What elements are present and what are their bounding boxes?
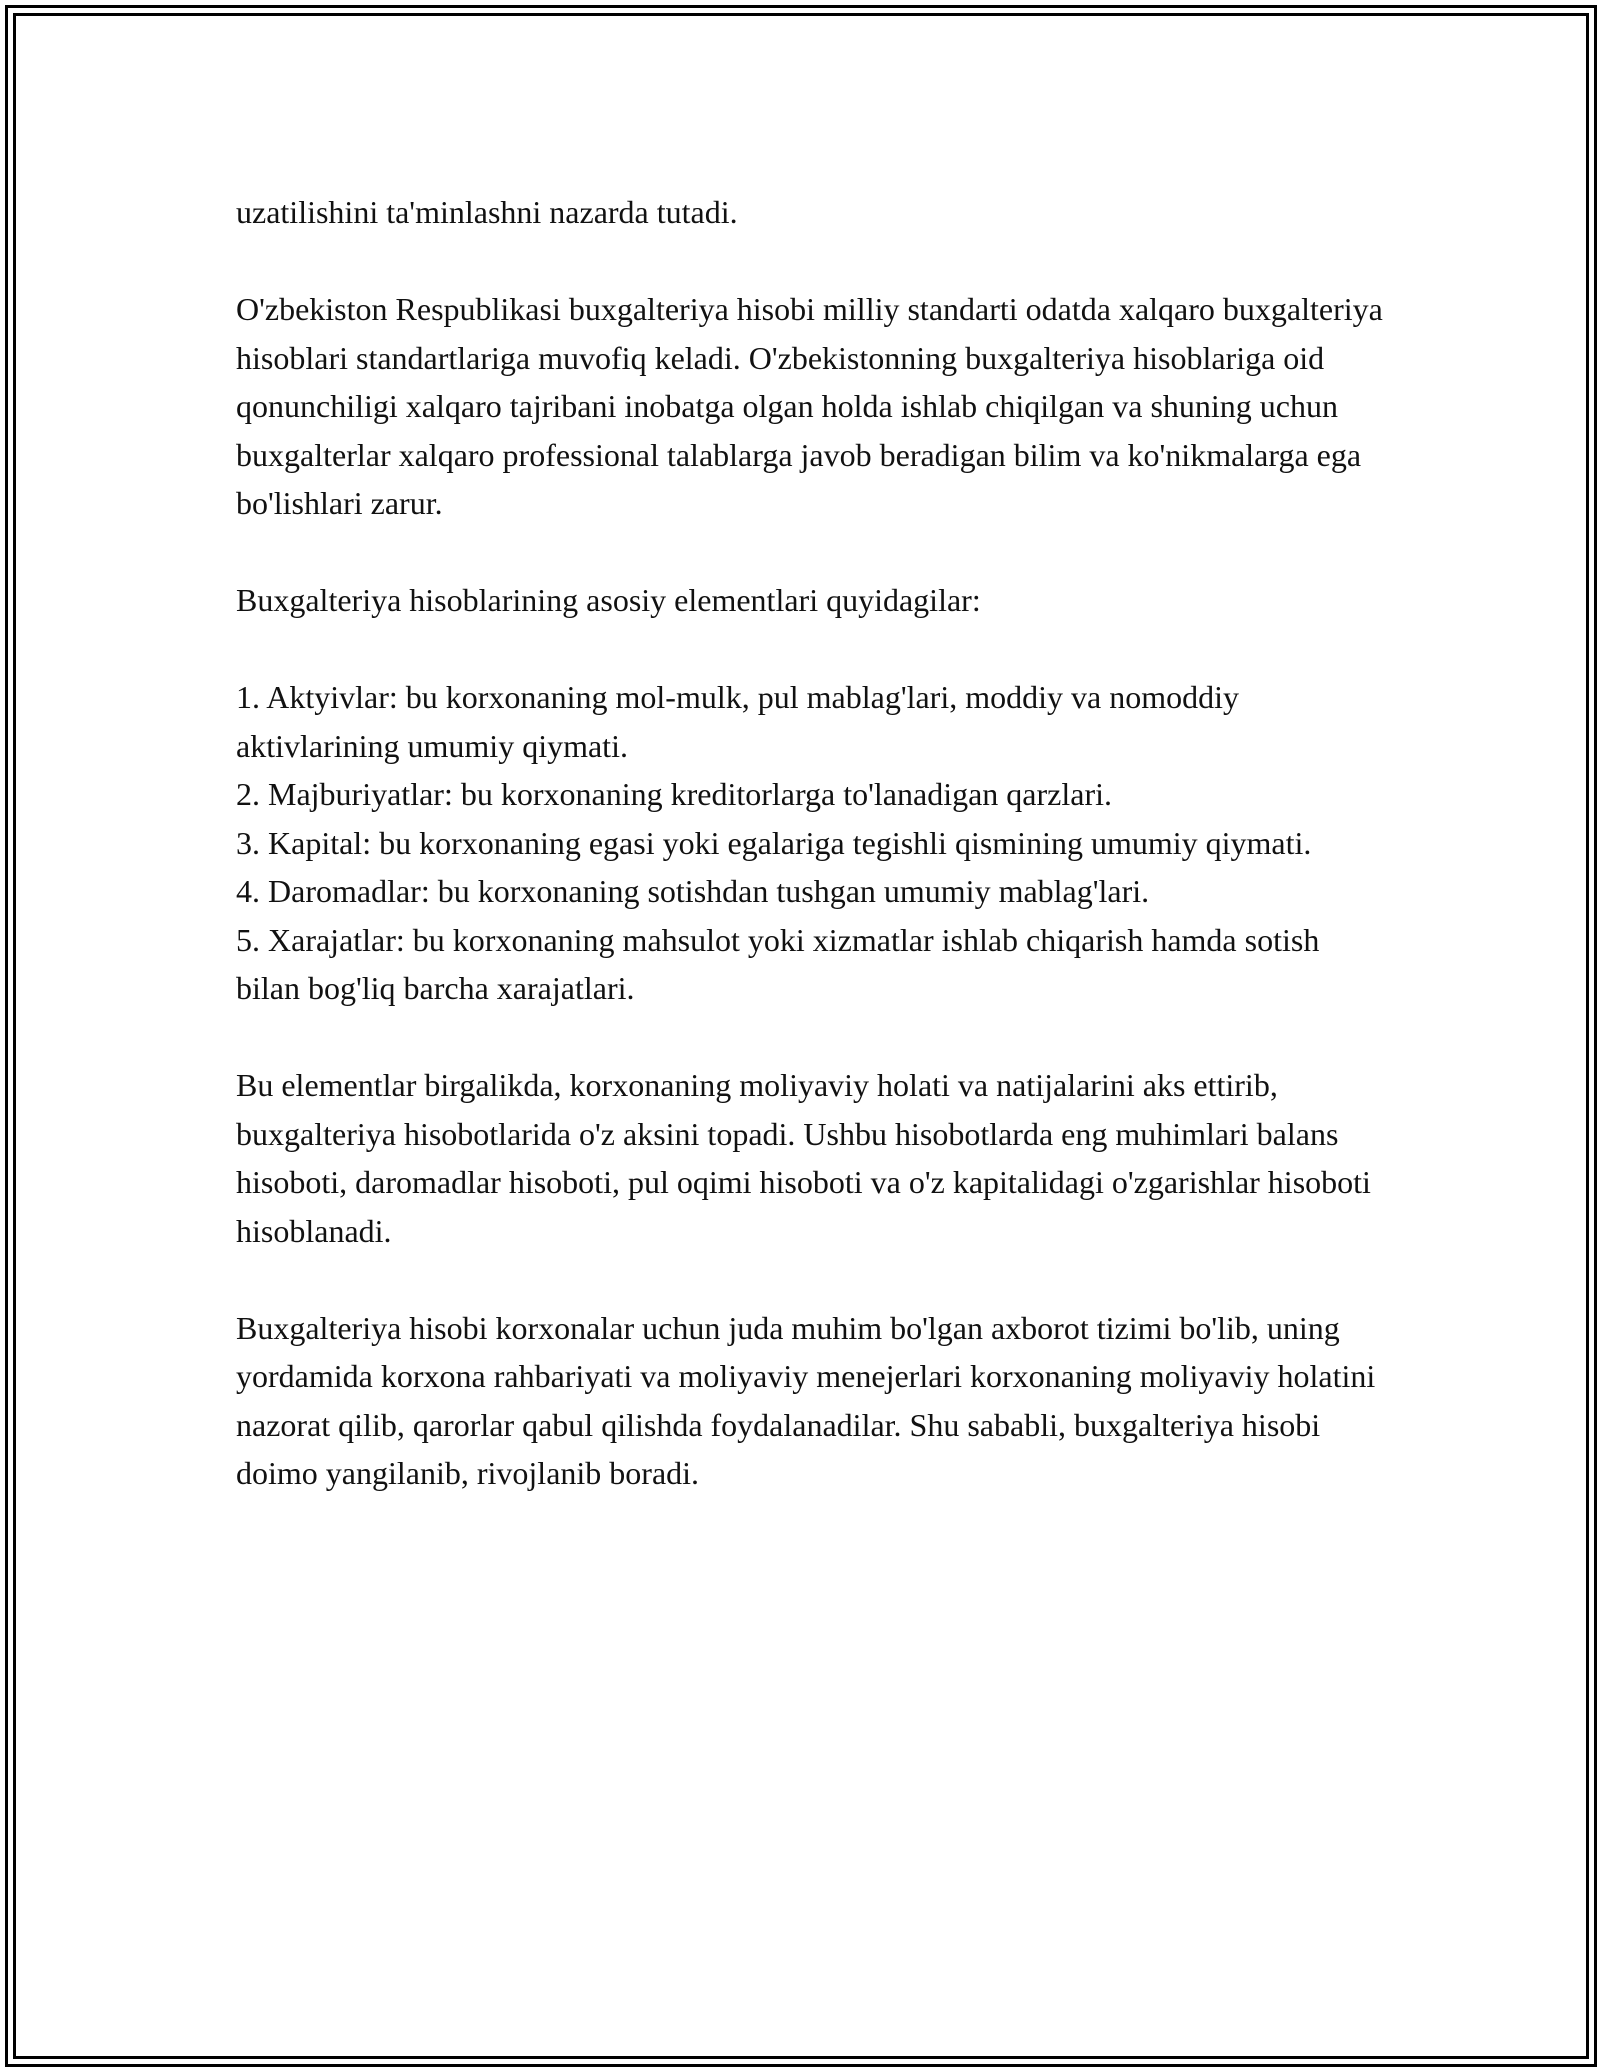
list-item-revenues: 4. Daromadlar: bu korxonaning sotishdan tushgan umumiy mablag'lari.	[236, 873, 1150, 909]
elements-list	[236, 673, 1386, 1013]
paragraph-reports: Bu elementlar birgalikda, korxonaning moliyaviy holati va natijalarini aks ettirib, buxgalteriya hisobotlarida o'z aksini topadi. Ushbu hisobotlarda eng muhimlari balans hisoboti, daromadlar hisoboti, pul oqimi hisoboti va o'z kapitalidagi o'zgarishlar hisoboti hisoblanadi.	[236, 1067, 1371, 1249]
list-item-expenses: 5. Xarajatlar: bu korxonaning mahsulot yoki xizmatlar ishlab chiqarish hamda sotish bilan bog'liq barcha xarajatlari.	[236, 921, 1320, 1006]
paragraph-national-standard: O'zbekiston Respublikasi buxgalteriya hisobi milliy standarti odatda xalqaro buxgalteriya hisoblari standartlariga muvofiq keladi. O'zbekistonning buxgalteriya hisoblariga oid qonunchiligi xalqaro tajribani inobatga olgan holda ishlab chiqilgan va shuning uchun buxgalterlar xalqaro professional talablarga javob beradigan bilim va ko'nikmalarga ega bo'lishlari zarur.	[236, 291, 1383, 521]
list-item-assets: 1. Aktyivlar: bu korxonaning mol-mulk, pul mablag'lari, moddiy va nomoddiy aktivlarining umumiy qiymati.	[236, 679, 1239, 764]
paragraph-conclusion: Buxgalteriya hisobi korxonalar uchun juda muhim bo'lgan axborot tizimi bo'lib, uning yordamida korxona rahbariyati va moliyaviy menejerlari korxonaning moliyaviy holatini nazorat qilib, qarorlar qabul qilishda foydalanadilar. Shu sababli, buxgalteriya hisobi doimo yangilanib, rivojlanib boradi.	[236, 1309, 1376, 1491]
document-body	[236, 188, 1386, 1546]
paragraph-elements-intro: Buxgalteriya hisoblarining asosiy elementlari quyidagilar:	[236, 582, 981, 618]
list-item-capital: 3. Kapital: bu korxonaning egasi yoki egalariga tegishli qismining umumiy qiymati.	[236, 824, 1312, 861]
list-item-liabilities: 2. Majburiyatlar: bu korxonaning kreditorlarga to'lanadigan qarzlari.	[236, 776, 1112, 812]
paragraph-continuation: uzatilishini ta'minlashni nazarda tutadi.	[236, 194, 738, 230]
